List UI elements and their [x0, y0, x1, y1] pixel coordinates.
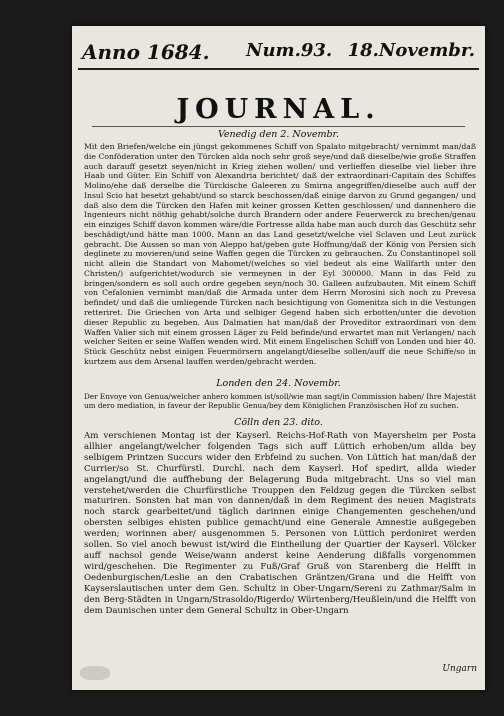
dateline-coelln: Cölln den 23. dito.	[234, 417, 323, 428]
title-rule	[92, 126, 465, 127]
newspaper-page	[72, 26, 485, 690]
article-londen: Der Envoye von Genua/welcher anhero kommen ist/soll/wie man sagt/in Commission haben/ Ihre Majestät um dero mediation, in faveur der Republic Genua/bey dem Königlichen Französischen Hof zu suchen.	[84, 392, 476, 411]
article-coelln: Am verschienen Montag ist der Kayserl. Reichs-Hof-Rath von Mayersheim per Posta allhier angelangt/welcher folgenden Tags sich auff Lüttich erhoben/um allda bey selbigem Printzen Succurs wider den Erbfeind zu suchen. Von Lüttich hat man/daß der Currier/so St. Churfürstl. Durchl. nach dem Kayserl. Hof spedirt, allda wieder angelangt/und die auffhebung der Belagerung Buda mitgebracht. Uns so viel man verstehet/werden die Churfürstliche Trouppen den Feldzug gegen die Türcken selbst maturiren. Sonsten hat man von dannen/daß in dem Regiment des neuen Magistrats noch starck gearbeitet/und täglich darinnen einige Changementen geschehen/und obersten selbiges ehisten publice gemacht/und eine Generale Amnestie außgegeben werden; worinnen aber/ ausgenommen 5. Personen von Lüttich perdoniret werden sollen. So viel anoch bewust ist/wird die Eintheilung der Quartier der Kayserl. Völcker auff nachsol gende Weise/wann anderst keine Aenderung dißfalls vorgenommen wird/geschehen. Die Regimenter zu Fuß/Graf Gruß von Starenberg die Helfft in Oedenburgischen/Leslie an den Crabatischen Gräntzen/Grana und die Helfft von Kayserslautischen unter dem Gen. Schultz in Ober-Ungarn/Sereni zu Zathmar/Salm in den Berg-Städten in Ungarn/Strasoldo/Rigerdo/ Würtenberg/Heußlein/und die Helfft von dem Daunischen unter dem General Schultz in Ober-Ungarn	[84, 431, 476, 616]
dateline-venedig: Venedig den 2. Novembr.	[217, 129, 340, 140]
paper-stain	[80, 666, 110, 680]
masthead-year: Anno 1684.	[82, 40, 210, 64]
article-venedig: Mit den Briefen/welche ein jüngst gekommenes Schiff von Spalato mitgebracht/ vernimmt man/daß die Conföderation unter den Türcken alda noch sehr groß seye/und daß dieselbe/wie große Straffen auch darauff gesetzt seyen/nicht in Krieg ziehen wollen/ und verlieffen dieselbe viel lieber ihre Haab und Güter. Ein Schiff von Alexandria berichtet/ daß der extraordinari-Capitain des Schiffes Molino/ehe daß derselbe die Türckische Galeeren zu Smirna angegriffen/dieselbe auch auff der Insul Scio hat besetzt gehabt/und so starck beschossen/daß einige darvon zu Grund gegangen/ und daß also dem die Türcken den Hafen mit keiner grossen Ketten geschlossen/ und dannenhero die Ingenieurs nicht nöthig gehabt/solche durch Brandern oder andere Feuerwerck zu brechen/genau ein einziges Schiff davon kommen wäre/die Fortresse allda habe man auch durch das Geschütz sehr beschädigt/und hätte man 1000. Mann an das Land gesetzt/welche viel Sclaven und Leut zurück gebracht. Die Aussen so man von Aleppo hat/geben gute Hoffnung/daß der König von Persien sich deglinete zu movieren/und seine Waffen gegen die Türcken zu gebrauchen. Zu Constantinopel soll nicht allein die Standart von Mahomet/(welches so viel bedeut als eine Wallfarth unter den Christen/) aufgerichtet/wodurch sie vermeynen in der Eyl 300000. Mann in das Feld zu bringen/sondern es soll auch ordre gegeben seyn/noch 30. Galleen aufzubauten. Mit einem Schiff von Cefalonien vernimbt man/daß die Armada unter dem Herrn Morosini sich noch zu Prevesa befindet/ und daß die umliegende Türcken nach besichtigung von Gomenitza sich in die Vestungen retteriret. Die Griechen von Arta und selbiger Gegend haben sich erbotten/unter die devotion dieser Republic zu begeben. Aus Dalmatien hat man/daß der Proveditor extraordinari von dem Waffen Valier sich mit einem grossen Läger zu Feld befinde/und erwartet man mit Verlangen/ nach welcher Seiten er seine Waffen wenden wird. Mit einem Engelischen Schiff von Londen und hier 40. Stück Geschütz nebst einigen Feuermörsern angelangt/dieselbe sollen/auff die neue Schiffe/so in kurtzem aus dem Arsenal lauffen werden/gebracht werden.	[84, 142, 476, 366]
masthead-date: 18.Novembr.	[347, 40, 475, 61]
dateline-londen: Londen den 24. Novembr.	[216, 378, 341, 389]
masthead	[82, 40, 475, 64]
masthead-rule	[78, 68, 479, 70]
masthead-number: Num.93.	[246, 40, 333, 61]
catchword: Ungarn	[442, 664, 477, 674]
page-title: JOURNAL.	[176, 94, 381, 125]
